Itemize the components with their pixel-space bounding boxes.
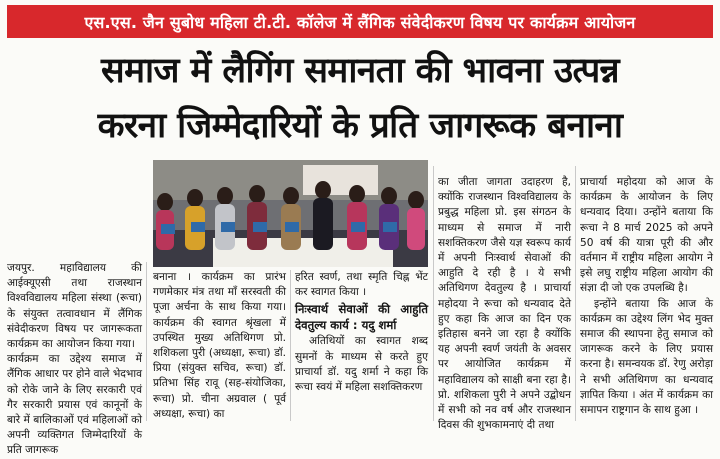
col3-para-1: हरित स्वर्ण, तथा स्मृति चिह्न भेंट कर स्वागत किया ।: [295, 271, 428, 299]
headline-line-2: करना जिम्मेदारियों के प्रति जागरूक बनाना: [97, 106, 623, 146]
column-divider: [433, 166, 434, 421]
column-divider: [575, 166, 576, 421]
col5-para-2: इन्होंने बताया कि आज के कार्यक्रम का उद्देश्य लिंग भेद मुक्त समाज की स्थापना हेतु समाज को जागरूक करने के लिए प्रयास करना है। समन्वयक डॉ. रेणु अरोड़ा ने सभी अतिथिगण का धन्यवाद ज्ञापित किया । अंत में कार्यक्रम का समापन राष्ट्रगान के साथ हुआ ।: [580, 297, 713, 417]
column-4: [438, 175, 571, 432]
column-2: [153, 270, 286, 421]
event-photo-graphic: [153, 160, 428, 267]
col3-subheading: निःस्वार्थ सेवाओं की आहुति देवतुल्य कार्य : यदु शर्मा: [295, 302, 428, 333]
col2-para-1: बनाना । कार्यक्रम का प्रारंभ गणमेकार मंत्र तथा माँ सरस्वती की पूजा अर्चना के साथ किया गया। कार्यक्रम की स्वागत श्रृंखला में उपस्थित मुख्य अतिथिगण प्रो. शशिकला पुरी (अध्यक्षा, रूचा) डॉ. प्रिया (संयुक्त सचिव, रूचा) डॉ. प्रतिभा सिंह रावू (सह-संयोजिका, रूचा) प्रो. चीना अग्रवाल ( पूर्व अध्यक्षा, रूचा) का: [153, 271, 286, 420]
col3-para-2: अतिथियों का स्वागत शब्द सुमनों के माध्यम से करते हुए प्राचार्या डॉ. यदु शर्मा ने कहा कि रूचा स्वयं में महिला सशक्तिकरण: [295, 335, 428, 394]
column-1: [7, 261, 142, 457]
column-divider: [146, 262, 147, 421]
event-photo: [153, 160, 428, 267]
column-5: [580, 175, 713, 421]
col4-para-1: का जीता जागता उदाहरण है, क्योंकि राजस्थान विश्वविद्यालय के प्रबुद्ध महिला प्रो. इस संगठन के माध्यम से समाज में नारी सशक्तिकरण जैसे यज्ञ स्वरूप कार्य में अपनी निःस्वार्थ सेवाओं की आहुति दे रही है । ये सभी अतिथिगण देवतुल्य है । प्राचार्या महोदया ने रूचा को धन्यवाद देते हुए कहा कि आज का दिन एक इतिहास बनने जा रहा है क्योंकि यह अपनी स्वर्ण जयंती के अवसर पर आयोजित कार्यक्रम में महाविद्यालय को साक्षी बना रहा है। प्रो. शशिकला पुरी ने अपने उद्बोधन में सभी को नव वर्ष और राजस्थान दिवस की शुभकामनाएं दी तथा: [438, 176, 571, 432]
section-banner: [7, 5, 713, 38]
col5-para-1: प्राचार्या महोदया को आज के कार्यक्रम के आयोजन के लिए धन्यवाद दिया। उन्होंने बताया कि रूचा ने 8 मार्च 2025 को अपने 50 वर्ष की यात्रा पूरी की और वर्तमान में राष्ट्रीय महिला आयोग ने इसे लघु राष्ट्रीय महिला आयोग की संज्ञा दी जो एक उपलब्धि है।: [580, 176, 713, 295]
col1-para-2: कार्यक्रम का उद्देश्य समाज में लैंगिक आधार पर होने वाले भेदभाव को रोके जाने के लिए सरकारी एवं गैर सरकारी प्रयास एवं कानूनों के बारे में बालिकाओं एवं महिलाओं को अपनी व्यक्तिगत जिम्मेदारियों के प्रति जागरूक: [7, 353, 142, 457]
banner-text: एस.एस. जैन सुबोध महिला टी.टी. कॉलेज में लैंगिक संवेदीकरण विषय पर कार्यक्रम आयोजन: [84, 12, 636, 32]
headline: [6, 44, 714, 154]
column-3: [295, 270, 428, 421]
col1-para-1: जयपुर. महाविद्यालय की आईक्यूएसी तथा राजस्थान विश्वविद्यालय महिला संस्था (रूचा) के संयुक्त तत्वावधान में लैंगिक संवेदीकरण विषय पर जागरूकता कार्यक्रम का आयोजन किया गया।: [7, 262, 142, 351]
headline-line-1: समाज में लैगिंग समानता की भावना उत्पन्न: [101, 51, 619, 91]
column-divider: [290, 270, 291, 421]
